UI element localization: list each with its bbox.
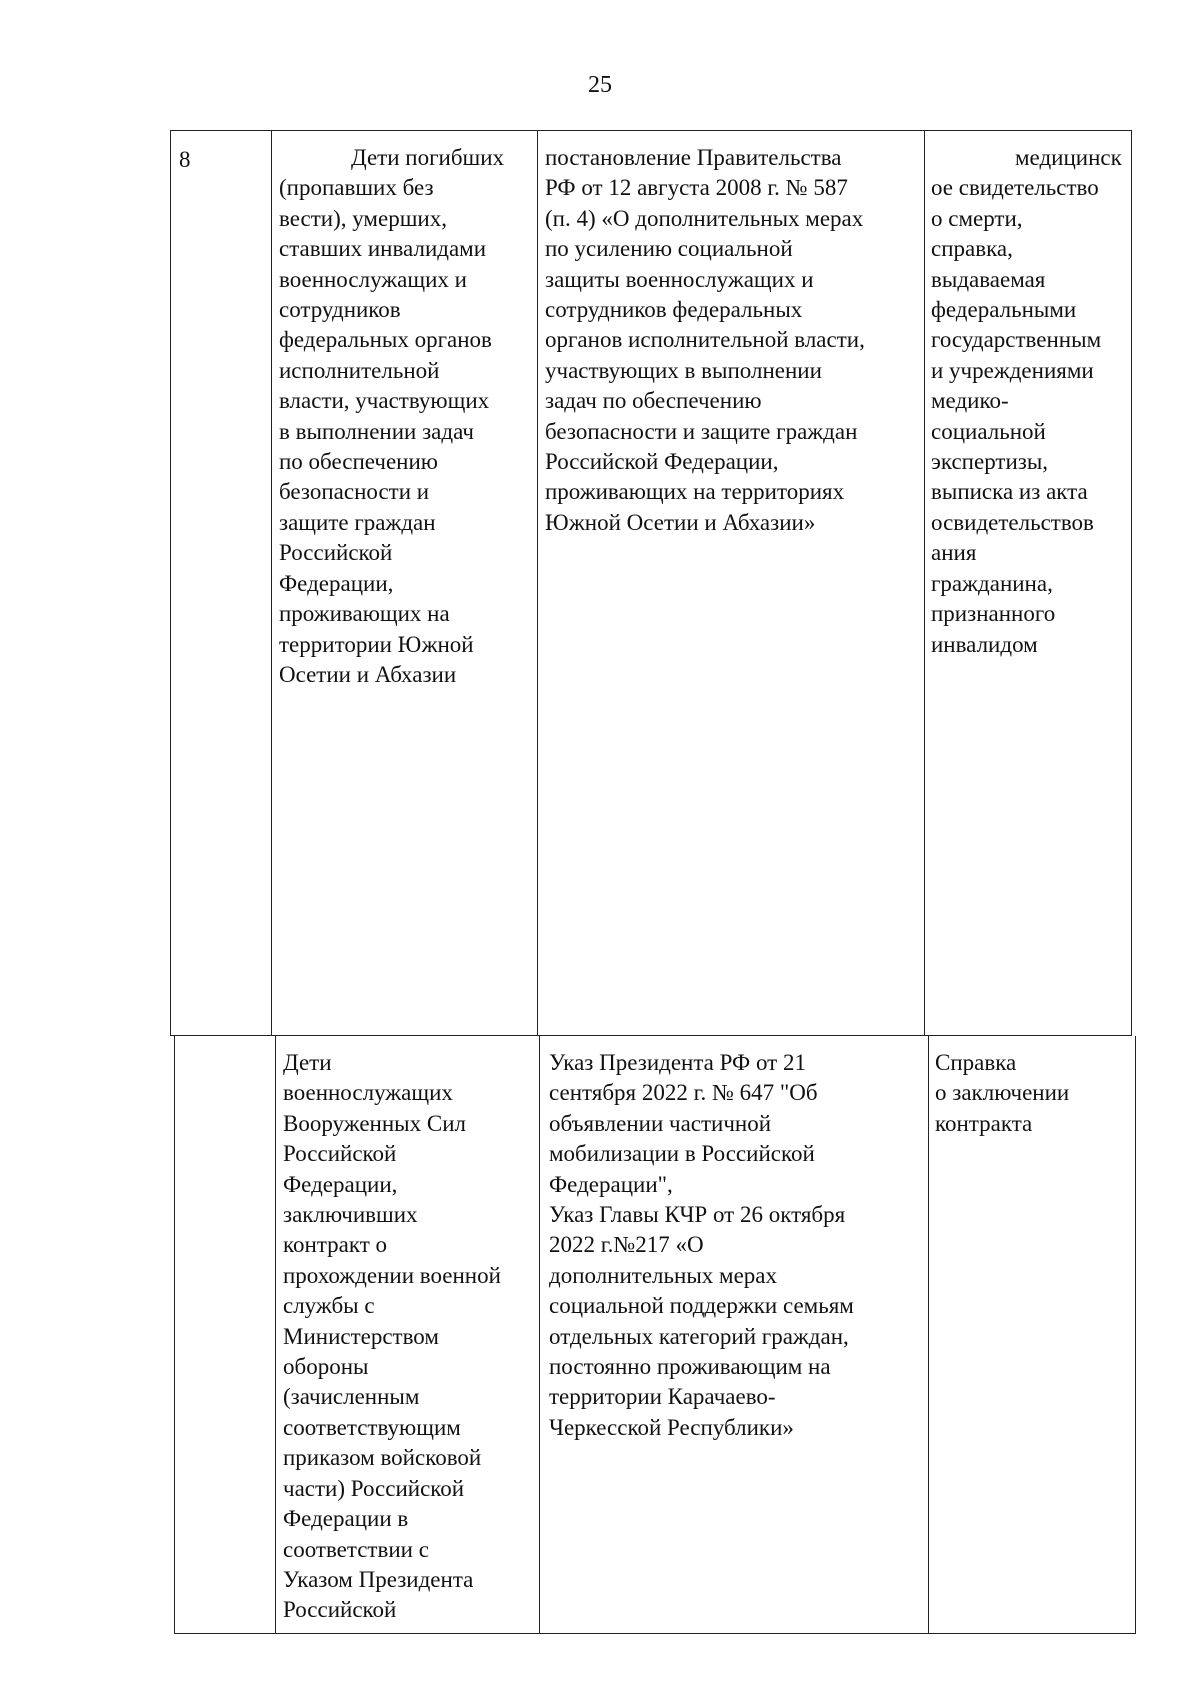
table-row (170, 130, 1132, 1036)
basis-line: территории Карачаево- (549, 1384, 776, 1410)
documents-line: Справка (935, 1050, 1017, 1075)
category-line: Министерством (283, 1323, 439, 1349)
documents-line: и учреждениями (931, 357, 1094, 383)
category-line: военнослужащих (283, 1080, 453, 1106)
documents-line: ания (931, 540, 977, 566)
basis-line: РФ от 12 августа 2008 г. № 587 (545, 175, 848, 201)
documents-line: федеральными (931, 297, 1077, 323)
basis-line: органов исполнительной власти, (545, 327, 865, 353)
basis-line: объявлении частичной (549, 1110, 772, 1136)
basis-line: участвующих в выполнении (545, 357, 822, 383)
category-line: Федерации, (283, 1171, 398, 1197)
basis-line: (п. 4) «О дополнительных мерах (545, 205, 864, 231)
category-line: заключивших (283, 1202, 418, 1228)
basis-line: сотрудников федеральных (545, 297, 803, 323)
category-line: территории Южной (279, 631, 474, 657)
category-line: защите граждан (279, 509, 436, 535)
category-line: обороны (283, 1354, 369, 1380)
category-line: Российской (279, 540, 393, 566)
basis-line: постоянно проживающим на (549, 1354, 831, 1380)
basis-line: 2022 г.№217 «О (549, 1232, 704, 1258)
category-line: (пропавших без (279, 175, 434, 201)
category-line: безопасности и (279, 479, 430, 505)
category-line: власти, участвующих (279, 388, 490, 414)
basis-line: проживающих на территориях (545, 479, 845, 505)
category-line: Дети погибших (351, 145, 505, 170)
basis-line: задач по обеспечению (545, 388, 762, 414)
documents-line: экспертизы, (931, 449, 1049, 475)
documents-line: выписка из акта (931, 479, 1088, 505)
documents-line: гражданина, (931, 570, 1053, 596)
basis-line: Российской Федерации, (545, 449, 779, 475)
column-divider (537, 131, 538, 1035)
documents-line: ое свидетельство (931, 175, 1099, 201)
category-line: Российской (283, 1141, 397, 1167)
documents-line: о смерти, (931, 205, 1023, 231)
category-line: прохождении военной (283, 1262, 501, 1288)
category-line: контракт о (283, 1232, 388, 1258)
category-line: Российской (283, 1597, 397, 1623)
documents-line: контракта (935, 1110, 1033, 1136)
documents-cell (931, 143, 1122, 660)
basis-line: безопасности и защите граждан (545, 418, 858, 444)
category-line: ставших инвалидами (279, 236, 487, 262)
documents-line: социальной (931, 418, 1046, 444)
documents-line: справка, (931, 236, 1013, 262)
basis-line: Указ Главы КЧР от 26 октября (549, 1202, 846, 1228)
page-number: 25 (588, 72, 612, 98)
basis-line: мобилизации в Российской (549, 1141, 815, 1167)
category-line: исполнительной (279, 357, 440, 383)
category-line: Федерации в (283, 1506, 409, 1532)
documents-line: медицинск (1015, 145, 1122, 170)
column-divider (928, 1036, 929, 1633)
category-cell (279, 143, 504, 690)
basis-line: защиты военнослужащих и (545, 266, 814, 292)
category-line: соответствии с (283, 1536, 429, 1562)
category-line: по обеспечению (279, 449, 438, 475)
legal-basis-cell (545, 143, 865, 538)
category-line: вести), умерших, (279, 205, 447, 231)
column-divider (924, 131, 925, 1035)
documents-line: признанного (931, 601, 1056, 627)
documents-line: медико- (931, 388, 1009, 414)
category-line: (зачисленным (283, 1384, 420, 1410)
category-line: службы с (283, 1293, 375, 1319)
category-line: части) Российской (283, 1475, 465, 1501)
documents-line: государственным (931, 327, 1102, 353)
category-cell (283, 1048, 501, 1626)
column-divider (271, 131, 272, 1035)
basis-line: отдельных категорий граждан, (549, 1323, 849, 1349)
documents-line: о заключении (935, 1080, 1070, 1106)
category-line: проживающих на (279, 601, 450, 627)
row-number: 8 (179, 147, 191, 172)
documents-cell (935, 1048, 1069, 1139)
table-row (174, 1036, 1136, 1634)
basis-line: Черкесской Республики» (549, 1414, 794, 1440)
documents-line: инвалидом (931, 631, 1038, 657)
basis-line: постановление Правительства (545, 145, 842, 170)
basis-line: сентября 2022 г. № 647 "Об (549, 1080, 818, 1106)
basis-line: дополнительных мерах (549, 1262, 778, 1288)
category-line: федеральных органов (279, 327, 492, 353)
category-line: в выполнении задач (279, 418, 474, 444)
category-line: Дети (283, 1050, 332, 1075)
documents-line: выдаваемая (931, 266, 1046, 292)
column-divider (275, 1036, 276, 1633)
basis-line: Указ Президента РФ от 21 (549, 1050, 806, 1075)
category-line: сотрудников (279, 297, 401, 323)
basis-line: Южной Осетии и Абхазии» (545, 509, 816, 535)
basis-line: по усилению социальной (545, 236, 793, 262)
legal-basis-cell (549, 1048, 854, 1443)
basis-line: социальной поддержки семьям (549, 1293, 854, 1319)
category-line: Осетии и Абхазии (279, 661, 457, 687)
category-line: соответствующим (283, 1414, 461, 1440)
documents-line: освидетельствов (931, 509, 1094, 535)
category-line: Вооруженных Сил (283, 1110, 466, 1136)
category-line: приказом войсковой (283, 1445, 482, 1471)
basis-line: Федерации", (549, 1171, 673, 1197)
category-line: Указом Президента (283, 1566, 474, 1592)
category-line: Федерации, (279, 570, 394, 596)
column-divider (539, 1036, 540, 1633)
category-line: военнослужащих и (279, 266, 467, 292)
